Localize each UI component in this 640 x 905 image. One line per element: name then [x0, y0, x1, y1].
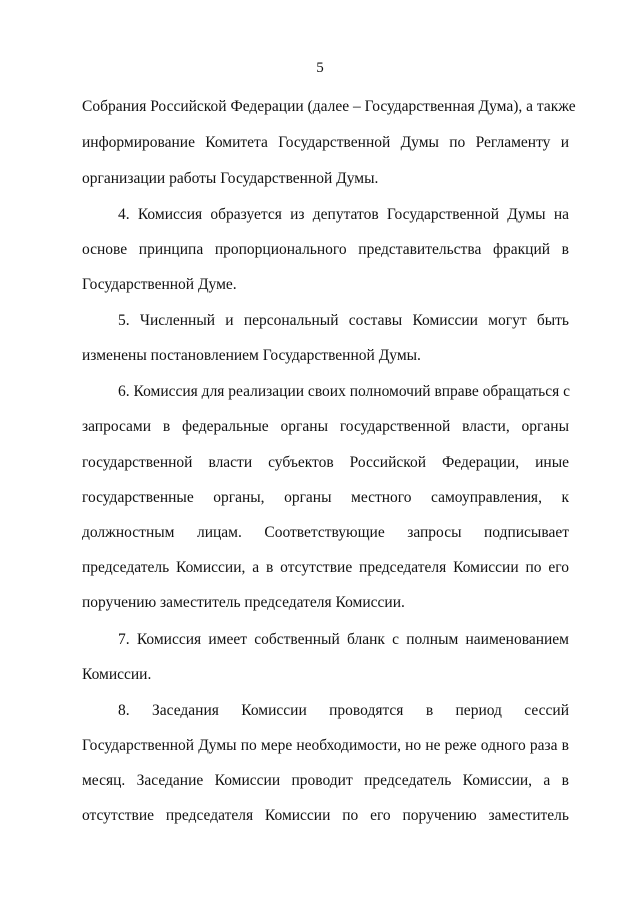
- text-line: месяц. Заседание Комиссии проводит председатель Комиссии, а в: [82, 772, 569, 789]
- text-line: запросами в федеральные органы государственной власти, органы: [82, 418, 569, 435]
- text-line: основе принципа пропорционального представительства фракций в: [82, 241, 569, 258]
- text-line: должностным лицам. Соответствующие запросы подписывает: [82, 524, 569, 541]
- text-line: Государственной Думы по мере необходимости, но не реже одного раза в: [82, 737, 569, 754]
- paragraph-7-start: 7. Комиссия имеет собственный бланк с полным наименованием: [118, 631, 569, 648]
- text-line: отсутствие председателя Комиссии по его поручению заместитель: [82, 807, 569, 824]
- text-line: государственные органы, органы местного самоуправления, к: [82, 489, 569, 506]
- paragraph-8-start: 8. Заседания Комиссии проводятся в период сессий: [118, 702, 569, 719]
- text-line: государственной власти субъектов Российской Федерации, иные: [82, 454, 569, 471]
- paragraph-6-start: 6. Комиссия для реализации своих полномочий вправе обращаться с: [118, 383, 570, 400]
- text-line: Государственной Думе.: [82, 276, 237, 293]
- text-line: организации работы Государственной Думы.: [82, 170, 379, 187]
- paragraph-4-start: 4. Комиссия образуется из депутатов Государственной Думы на: [118, 206, 569, 223]
- text-line: поручению заместитель председателя Комиссии.: [82, 594, 405, 611]
- text-line: Комиссии.: [82, 666, 152, 683]
- paragraph-5-start: 5. Численный и персональный составы Комиссии могут быть: [118, 312, 569, 329]
- page-number: 5: [316, 60, 324, 76]
- text-line: информирование Комитета Государственной Думы по Регламенту и: [82, 134, 569, 151]
- text-line: председатель Комиссии, а в отсутствие председателя Комиссии по его: [82, 559, 569, 576]
- text-line: Собрания Российской Федерации (далее – Государственная Дума), а также: [82, 98, 576, 115]
- text-line: изменены постановлением Государственной Думы.: [82, 347, 421, 364]
